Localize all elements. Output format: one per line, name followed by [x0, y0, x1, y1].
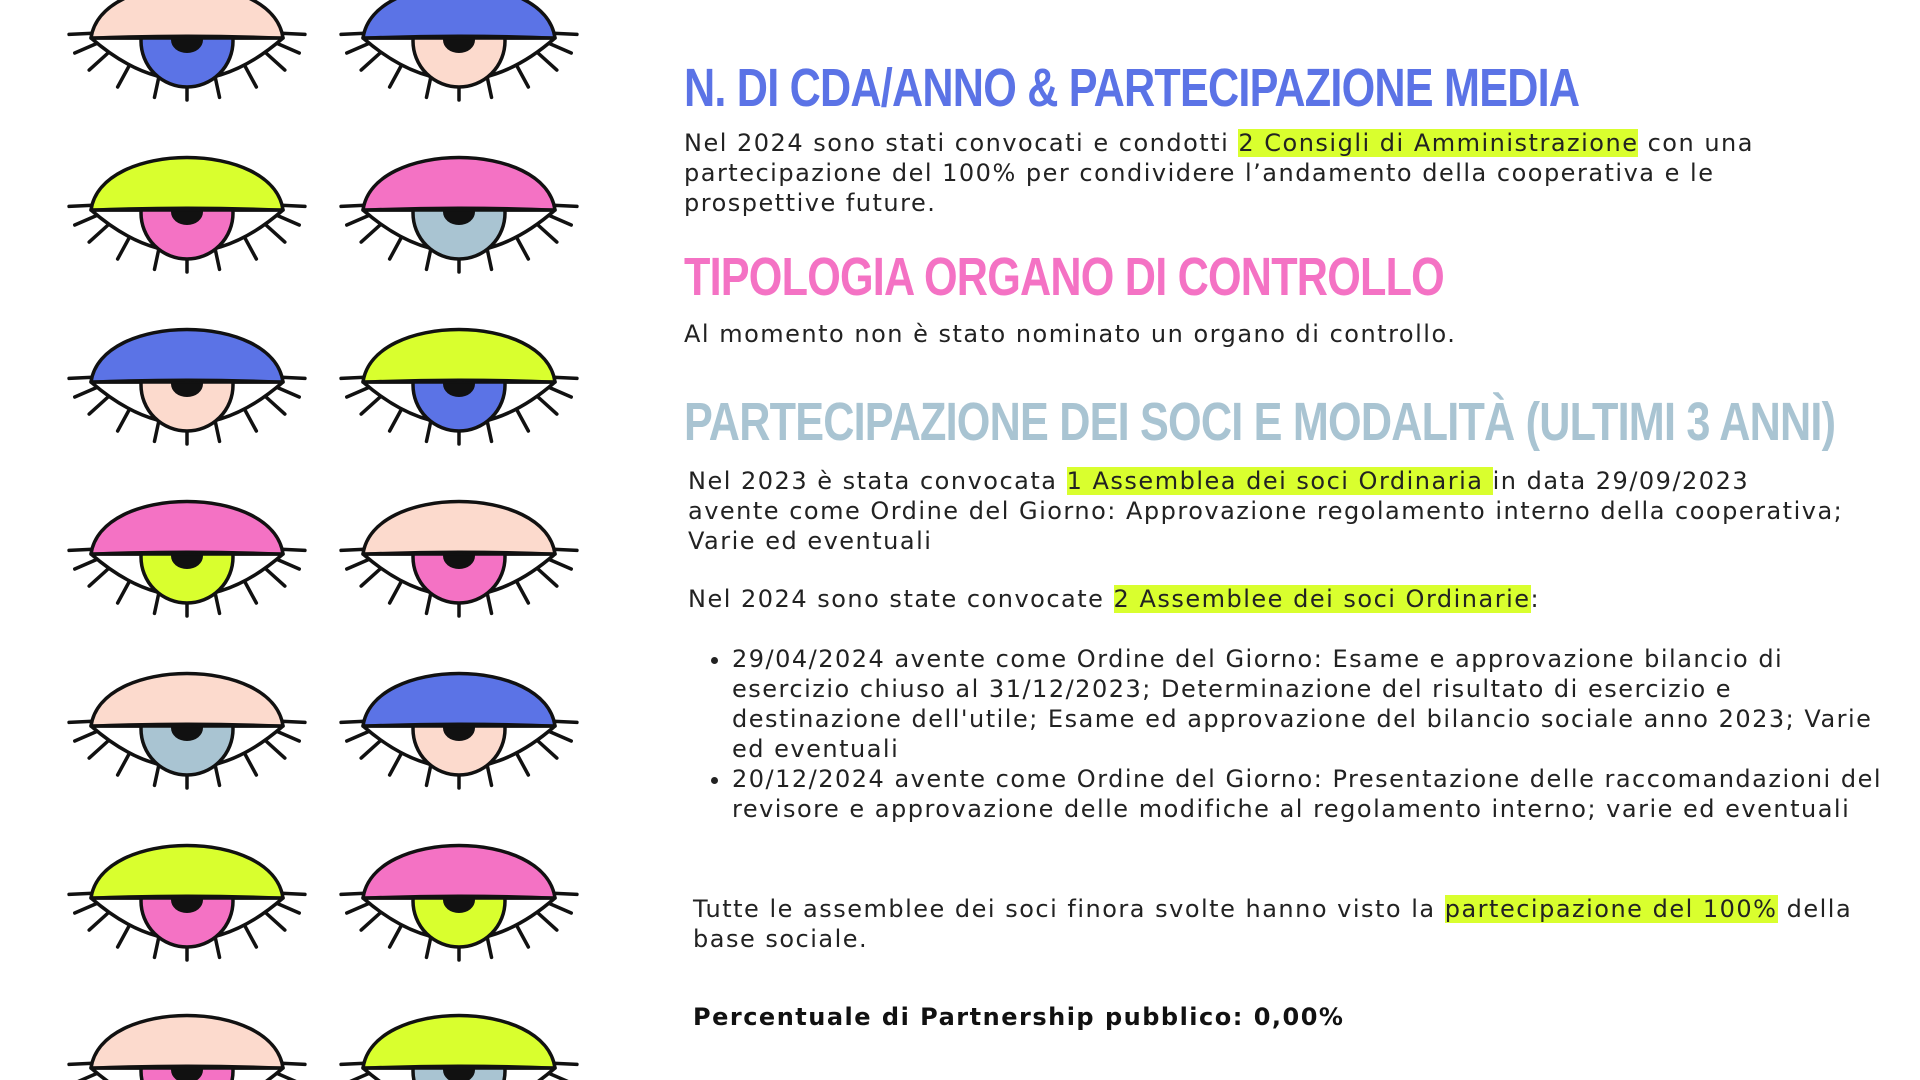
eye-icon	[69, 674, 305, 789]
cda-highlight: 2 Consigli di Amministrazione	[1238, 129, 1639, 157]
closing-paragraph	[693, 894, 1853, 954]
title-partecipazione-soci: PARTECIPAZIONE DEI SOCI E MODALITÀ (ULTIMI 3 ANNI)	[684, 392, 1836, 452]
closing-before: Tutte le assemblee dei soci finora svolte hanno visto la	[693, 895, 1445, 923]
cda-text-before: Nel 2024 sono stati convocati e condotti	[684, 129, 1239, 157]
assemblea-2023-paragraph	[688, 466, 1848, 556]
cda-text-after: con una partecipazione del 100% per condividere l’andamento della cooperativa e le prospettive future.	[684, 129, 1754, 217]
closing-highlight: partecipazione del 100%	[1444, 895, 1778, 923]
eye-icon	[341, 846, 577, 961]
a2024-after: :	[1530, 585, 1541, 613]
cda-paragraph	[684, 128, 1844, 218]
eye-icon	[341, 0, 577, 100]
assemblee-2024-paragraph	[688, 584, 1848, 614]
a2023-after: in data 29/09/2023 avente come Ordine del Giorno: Approvazione regolamento interno della cooperativa; Varie ed eventuali	[688, 467, 1844, 555]
eye-icon	[69, 330, 305, 445]
a2023-highlight: 1 Assemblea dei soci Ordinaria	[1066, 467, 1493, 495]
eye-icon	[69, 846, 305, 961]
a2024-before: Nel 2024 sono state convocate	[688, 585, 1114, 613]
eyes-illustration	[0, 0, 640, 1080]
title-cda-partecipazione: N. DI CDA/ANNO & PARTECIPAZIONE MEDIA	[684, 58, 1580, 118]
organo-controllo-text: Al momento non è stato nominato un organo di controllo.	[684, 320, 1457, 348]
eye-icon	[341, 674, 577, 789]
eye-icon	[341, 1016, 577, 1080]
closing-after: della base sociale.	[693, 895, 1853, 953]
partnership-percentage: Percentuale di Partnership pubblico: 0,00%	[693, 1003, 1345, 1031]
a2023-before: Nel 2023 è stata convocata	[688, 467, 1067, 495]
eye-icon	[341, 158, 577, 273]
eye-icon	[341, 330, 577, 445]
list-item: • 29/04/2024 avente come Ordine del Giorno: Esame e approvazione bilancio di esercizio chiuso al 31/12/2023; Determinazione del risultato di esercizio e destinazione dell'utile; Esame ed approvazione del bilancio sociale anno 2023; Varie ed eventuali	[732, 644, 1882, 764]
assemblee-2024-list	[692, 644, 1882, 824]
eye-icon	[341, 502, 577, 617]
eye-icon	[69, 0, 305, 100]
eye-icon	[69, 158, 305, 273]
eye-icon	[69, 1016, 305, 1080]
list-item: • 20/12/2024 avente come Ordine del Giorno: Presentazione delle raccomandazioni del revisore e approvazione delle modifiche al regolamento interno; varie ed eventuali	[732, 764, 1882, 824]
eye-icon	[69, 502, 305, 617]
title-organo-controllo: TIPOLOGIA ORGANO DI CONTROLLO	[684, 247, 1444, 307]
a2024-highlight: 2 Assemblee dei soci Ordinarie	[1113, 585, 1531, 613]
